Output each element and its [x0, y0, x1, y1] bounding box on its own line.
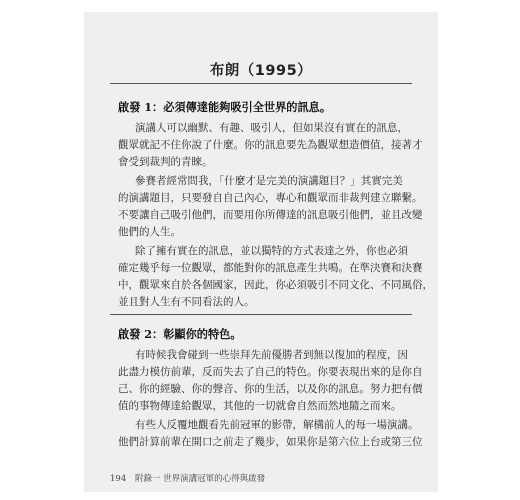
paragraph-line: 參賽者經常問我，「什麼才是完美的演講題目？」其實完美 [135, 175, 403, 187]
paragraph-line: 有時候我會碰到一些崇拜先前優勝者到無以復加的程度，因 [135, 349, 408, 361]
page-number: 194 [110, 474, 127, 484]
paragraph-line: 他們的人生。 [118, 226, 181, 238]
paragraph-line: 會受到裁判的青睞。 [118, 156, 213, 168]
page-footer [110, 472, 265, 484]
section1-heading: 啟發 1：必須傳達能夠吸引全世界的訊息。 [118, 100, 332, 114]
section2-heading: 啟發 2：彰顯你的特色。 [118, 327, 242, 341]
paragraph-line: 己、你的經驗、你的聲音、你的生活，以及你的訊息。努力把有價 [118, 383, 423, 395]
paragraph-line: 有些人反覆地觀看先前冠軍的影帶，解構前人的每一場演講。 [135, 419, 419, 431]
paragraph-line: 此盡力模仿前輩，反而失去了自己的特色。你要表現出來的是你自 [118, 366, 423, 378]
paragraph-line: 值的事物傳達給觀眾，其他的一切就會自然而然地隨之而來。 [118, 400, 402, 412]
paragraph-line: 確定幾乎每一位觀眾，都能對你的訊息產生共鳴。在準決賽和決賽 [118, 262, 423, 274]
book-page [84, 12, 438, 492]
section-divider [110, 314, 412, 315]
paragraph-line: 並且對人生有不同看法的人。 [118, 296, 255, 308]
paragraph-line: 的演講題目，只要發自自己內心，專心和觀眾而非裁判建立聯繫。 [118, 192, 423, 204]
paragraph-line: 他們計算前輩在開口之前走了幾步，如果你是第六位上台或第三位 [118, 436, 423, 448]
running-title: 附錄一 世界演講冠軍的心得與啟發 [134, 474, 266, 484]
paragraph-line: 中，觀眾來自於各個國家，因此，你必須吸引不同文化、不同風俗， [118, 279, 433, 291]
page-title: 布朗（1995） [209, 63, 313, 79]
paragraph-line: 演講人可以幽默、有趣、吸引人，但如果沒有實在的訊息， [135, 122, 408, 134]
title-rule [110, 83, 412, 84]
paragraph-line: 不要讓自己吸引他們，而要用你所傳達的訊息吸引他們，並且改變 [118, 209, 423, 221]
paragraph-line: 除了擁有實在的訊息，並以獨特的方式表達之外，你也必須 [135, 245, 408, 257]
paragraph-line: 觀眾就記不住你說了什麼。你的訊息要先為觀眾想造價值，接著才 [118, 139, 423, 151]
